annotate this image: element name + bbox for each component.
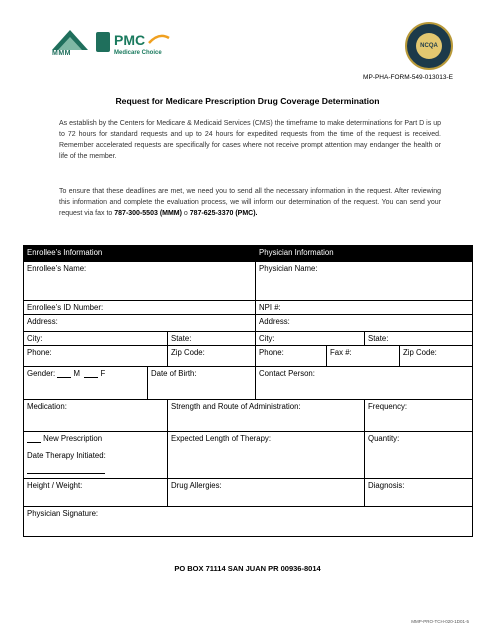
- intro-paragraph-2: [59, 186, 441, 219]
- date-of-birth-field[interactable]: Date of Birth:: [148, 367, 256, 400]
- ncqa-seal: [405, 22, 453, 70]
- physician-phone-field[interactable]: Phone:: [256, 346, 327, 367]
- enrollee-phone-field[interactable]: Phone:: [24, 346, 168, 367]
- enrollee-info-header: Enrollee’s Information: [24, 246, 256, 262]
- quantity-field[interactable]: Quantity:: [365, 432, 473, 479]
- form-row: [24, 400, 473, 432]
- ncqa-seal-text: NCQA: [420, 43, 438, 49]
- physician-signature-field[interactable]: Physician Signature:: [24, 507, 473, 537]
- intro-paragraph-1: As establish by the Centers for Medicare & Medicaid Services (CMS) the timeframe to make determinations for Part D is up to 72 hours for standard requests and up to 24 hours for expedited requests from the time of the request is received. Remember accelerated requests are specifically for cases where not receive prompt attention may endanger the health or life of the member.: [59, 120, 441, 160]
- date-initiated-label: Date Therapy Initiated:: [27, 451, 106, 460]
- fax-or: o: [183, 210, 188, 217]
- physician-name-field[interactable]: Physician Name:: [256, 262, 473, 301]
- intro-paragraph-2-text: To ensure that these deadlines are met, we need you to send all the necessary information in the request. After reviewing this information and complete the evaluation process, we will inform our determination of the request. You can send your request via fax to: [59, 188, 441, 217]
- form-row: [24, 479, 473, 507]
- page-title: Request for Medicare Prescription Drug Coverage Determination: [115, 96, 380, 106]
- prescription-field[interactable]: [24, 432, 168, 479]
- gender-m-label: M: [73, 369, 81, 378]
- gender-m-blank[interactable]: [57, 377, 71, 378]
- physician-address-field[interactable]: Address:: [256, 315, 473, 332]
- enrollee-name-field[interactable]: Enrollee’s Name:: [24, 262, 256, 301]
- pmc-logo-icon: [96, 32, 110, 52]
- swoosh-icon: [148, 34, 170, 46]
- fax-number-mmm: 787-300-5503: [114, 210, 158, 217]
- height-weight-field[interactable]: Height / Weight:: [24, 479, 168, 507]
- new-prescription-line: [27, 434, 164, 443]
- physician-info-header: Physician Information: [256, 246, 473, 262]
- form-row: [24, 301, 473, 315]
- enrollee-city-field[interactable]: City:: [24, 332, 168, 346]
- physician-fax-field[interactable]: Fax #:: [327, 346, 400, 367]
- pmc-logo-text: PMC: [114, 32, 146, 48]
- expected-length-field[interactable]: Expected Length of Therapy:: [168, 432, 365, 479]
- new-prescription-blank[interactable]: [27, 442, 41, 443]
- enrollee-address-field[interactable]: Address:: [24, 315, 256, 332]
- gender-f-label: F: [100, 369, 106, 378]
- fax-number-pmc: 787-625-3370 (PMC).: [189, 210, 258, 217]
- enrollee-id-field[interactable]: Enrollee’s ID Number:: [24, 301, 256, 315]
- physician-state-field[interactable]: State:: [365, 332, 473, 346]
- form-row: [24, 507, 473, 537]
- contact-person-field[interactable]: Contact Person:: [256, 367, 473, 400]
- date-initiated-blank[interactable]: [27, 464, 105, 474]
- new-prescription-label: New Prescription: [43, 434, 103, 443]
- frequency-field[interactable]: Frequency:: [365, 400, 473, 432]
- form-row: [24, 332, 473, 346]
- pmc-logo-subtitle: Medicare Choice: [114, 50, 162, 56]
- footer-code: MMP-PRO-TCH-020-1D01-5: [411, 619, 469, 624]
- physician-zip-field[interactable]: Zip Code:: [400, 346, 473, 367]
- strength-route-field[interactable]: Strength and Route of Administration:: [168, 400, 365, 432]
- enrollee-zip-field[interactable]: Zip Code:: [168, 346, 256, 367]
- physician-city-field[interactable]: City:: [256, 332, 365, 346]
- diagnosis-field[interactable]: Diagnosis:: [365, 479, 473, 507]
- npi-field[interactable]: NPI #:: [256, 301, 473, 315]
- form-row: [24, 262, 473, 301]
- medication-field[interactable]: Medication:: [24, 400, 168, 432]
- gender-label: Gender:: [27, 369, 56, 378]
- mmm-logo-text: MMM: [52, 50, 71, 57]
- form-header-row: [24, 246, 473, 262]
- footer-address: PO BOX 71114 SAN JUAN PR 00936-8014: [174, 564, 321, 573]
- form-row: [24, 315, 473, 332]
- form-row: [24, 432, 473, 479]
- form-row: [24, 367, 473, 400]
- enrollee-state-field[interactable]: State:: [168, 332, 256, 346]
- gender-f-blank[interactable]: [84, 377, 98, 378]
- form-row: [24, 346, 473, 367]
- fax-label-mmm: (MMM): [159, 210, 182, 217]
- drug-allergies-field[interactable]: Drug Allergies:: [168, 479, 365, 507]
- company-logos: [52, 28, 182, 62]
- coverage-request-form: [23, 245, 473, 537]
- form-id: MP-PHA-FORM-549-013013-E: [363, 74, 453, 81]
- mmm-logo-icon: [52, 30, 88, 50]
- gender-field[interactable]: [24, 367, 148, 400]
- ncqa-seal-inner: [416, 33, 442, 59]
